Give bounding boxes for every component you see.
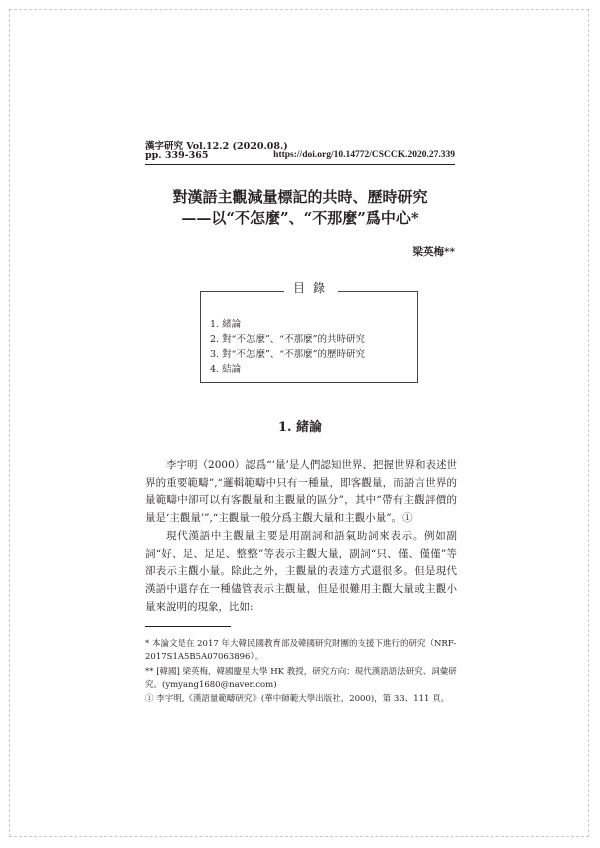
- author-name: 梁英梅**: [412, 246, 455, 258]
- header-rule: [145, 164, 455, 165]
- journal-name-volume: 漢字研究 Vol.12.2 (2020.08.): [145, 141, 288, 152]
- doi-link[interactable]: https://doi.org/10.14772/CSCCK.2020.27.339: [273, 150, 455, 160]
- paper-title: 對漢語主觀減量標記的共時、歷時研究: [172, 188, 428, 206]
- toc-item: 4. 結論: [210, 364, 242, 375]
- section-heading: 1. 緒論: [277, 420, 323, 435]
- toc-item: 3. 對“不怎麼”、“不那麼”的歷時研究: [210, 349, 366, 360]
- body-paragraph: 現代漢語中主觀量主要是用副詞和語氣助詞來表示。例如副詞“好、足、足足、整整”等表示主觀大量，副詞“只、僅、僅僅”等卻表示主觀小量。除此之外，主觀量的表達方式還很多。但是現代漢語中還存在一種儘管表示主觀量，但是很難用主觀大量或主觀小量來說明的現象，比如:: [145, 530, 457, 613]
- footnote: ** [韓國] 梁英梅，韓國慶星大學 HK 教授，研究方向：現代漢語語法研究、詞彙研究。(ymyang1680@naver.com): [145, 667, 457, 690]
- journal-pages: pp. 339-365: [145, 150, 209, 161]
- toc-item: 2. 對“不怎麼”、“不那麼”的共時研究: [210, 334, 366, 345]
- toc-heading: 目錄: [284, 279, 338, 296]
- toc-item: 1. 緒論: [210, 319, 242, 330]
- footnote: ① 李宇明,《漢語量範疇研究》(華中師範大學出版社，2000)，第 33、111 頁。: [145, 694, 450, 704]
- footnote: * 本論文是在 2017 年大韓民國教育部及韓國研究財團的支援下進行的研究（NRF-2017S1A5B5A07063896）。: [145, 639, 457, 662]
- footnote-rule: [145, 626, 231, 627]
- paper-subtitle: ——以“不怎麼”、“不那麼”爲中心*: [181, 209, 419, 227]
- body-paragraph: 李宇明（2000）認爲“‘量’是人們認知世界、把握世界和表述世界的重要範疇”,“邏輯範疇中只有一種量，即客觀量，而語言世界的量範疇中卻可以有客觀量和主觀量的區分”，其中“帶有主觀評價的量是‘主觀量’”,“主觀量一般分爲主觀大量和主觀小量”。①: [145, 459, 457, 525]
